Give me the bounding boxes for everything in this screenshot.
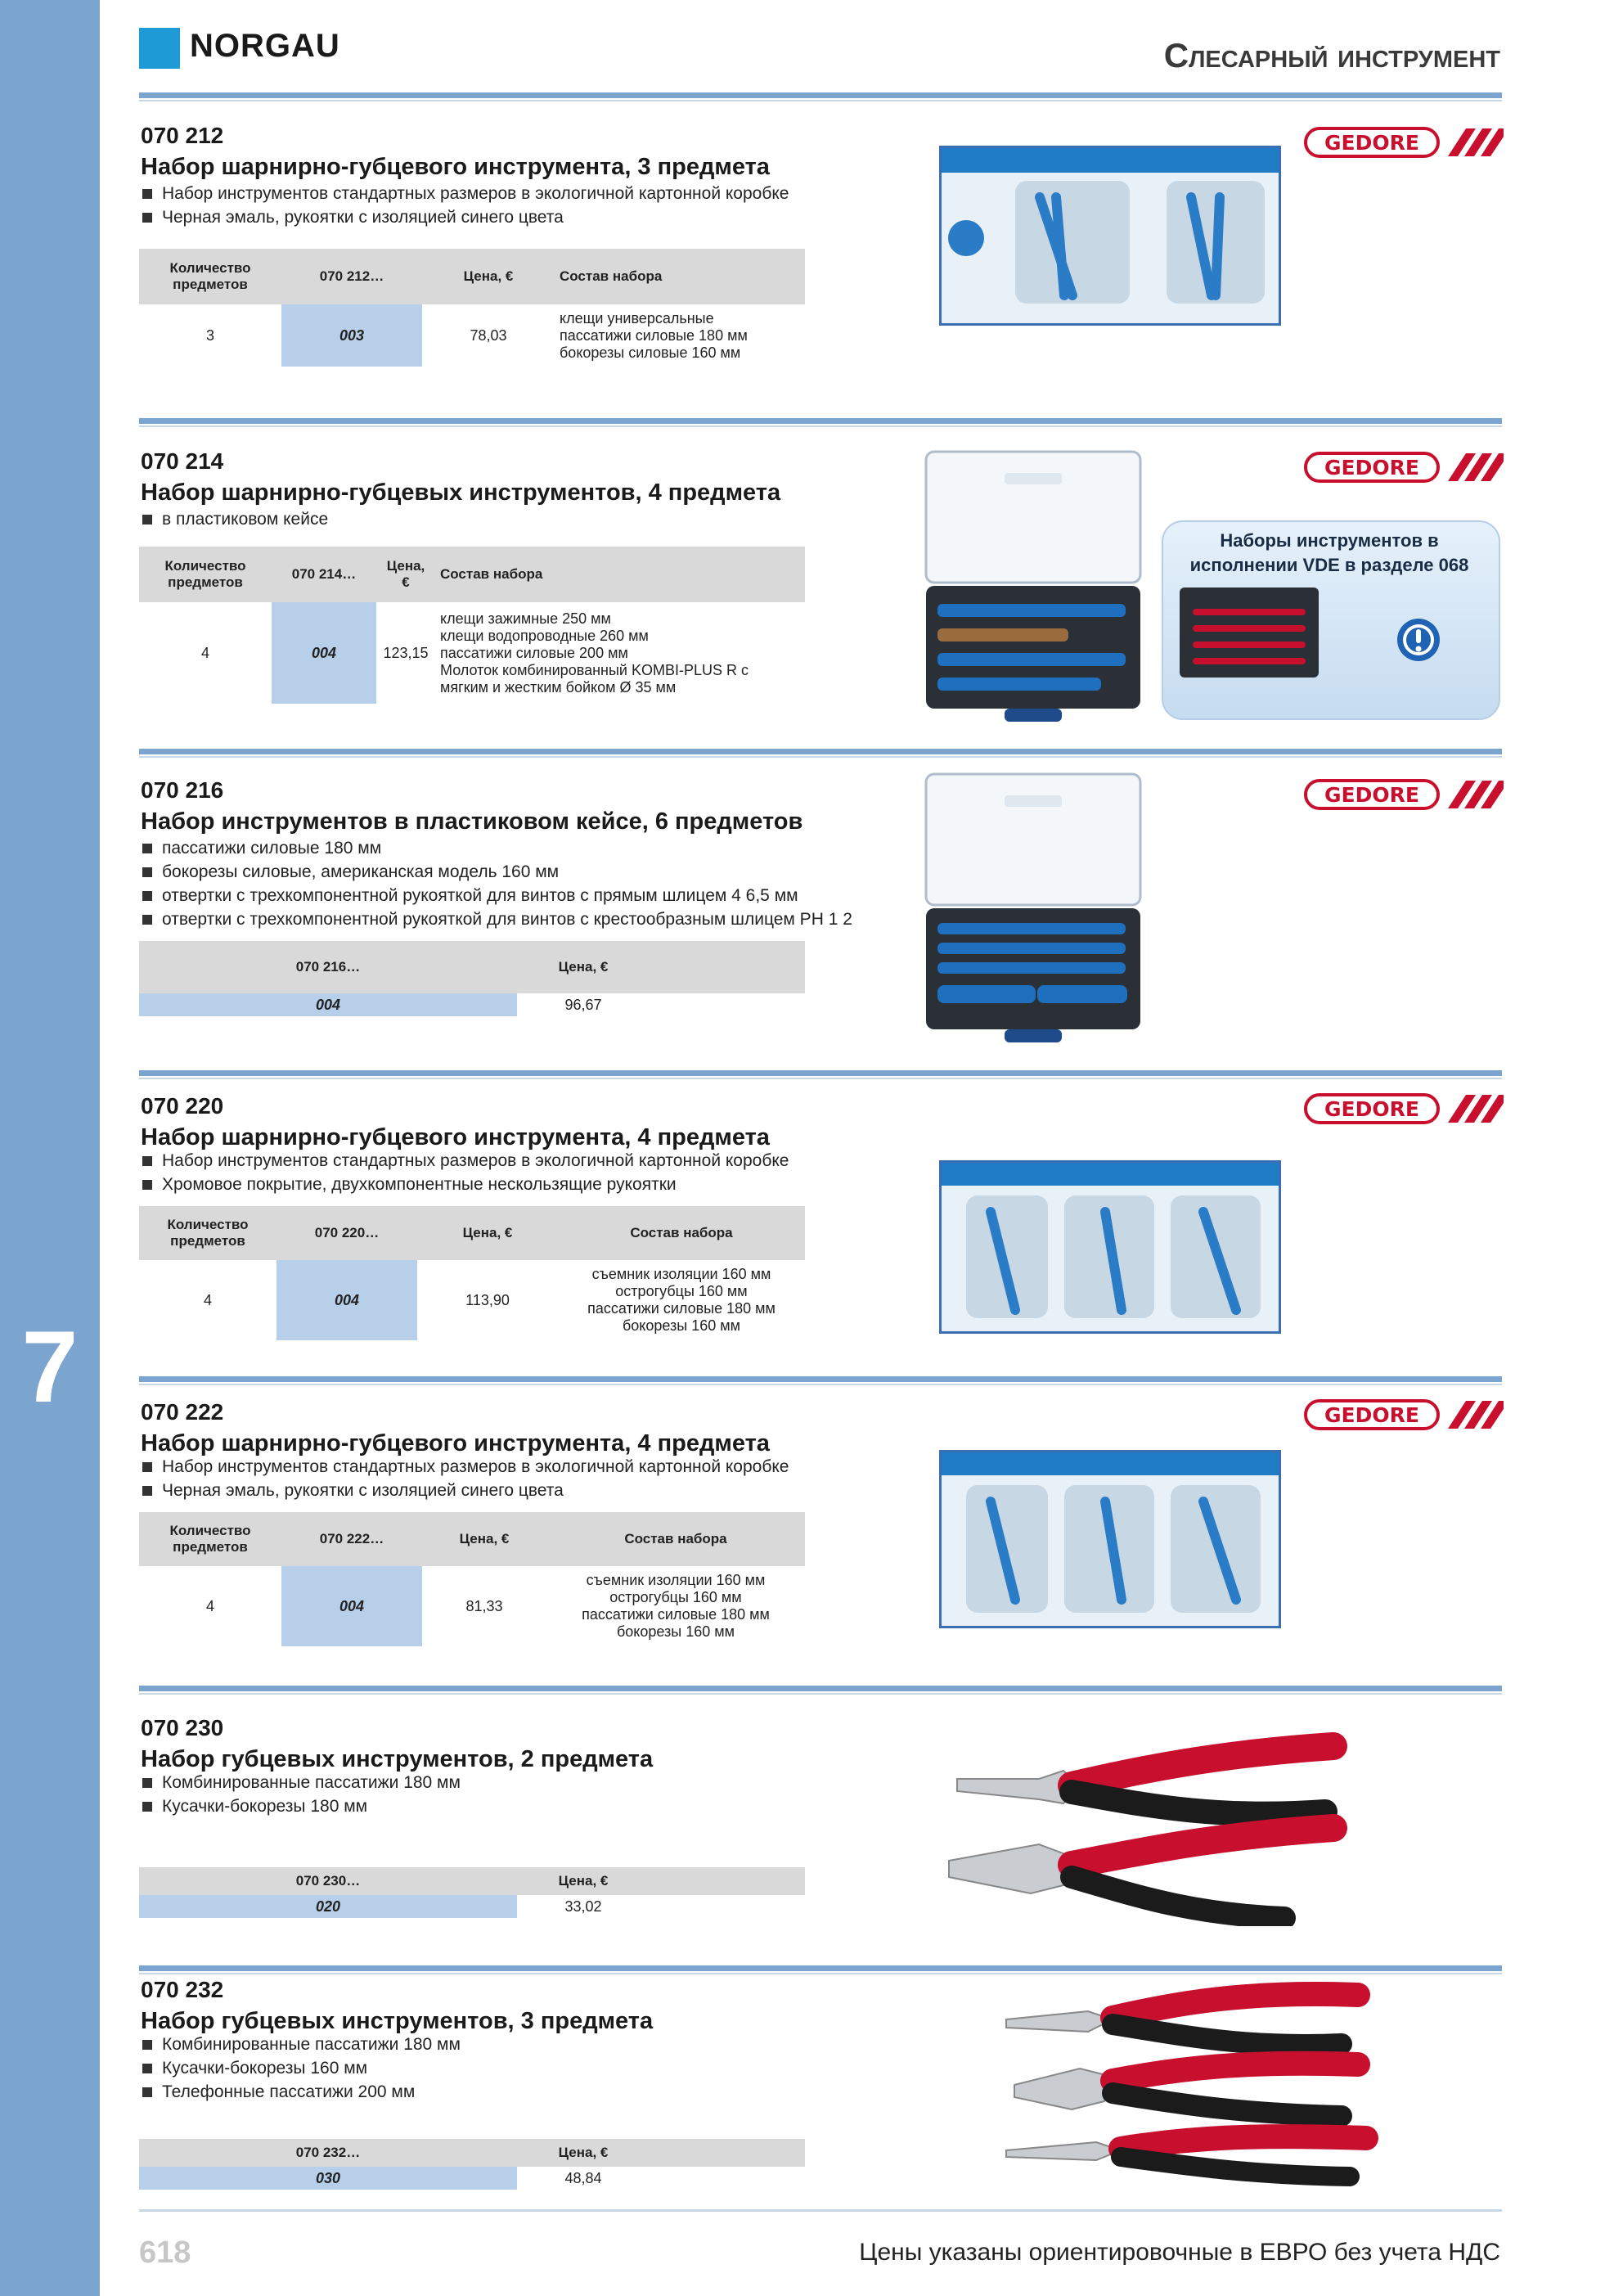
spec-table [139,941,805,1016]
spec-table [139,1867,805,1918]
section-separator [139,1070,1502,1076]
feature-item: Черная эмаль, рукоятки с изоляцией синего цвета [141,205,789,229]
contents-line: острогубцы 160 мм [615,1283,748,1299]
col-header-article: 070 232… [139,2139,517,2167]
col-header-price: Цена, € [517,2139,650,2167]
article-cell: 004 [276,1260,417,1340]
contents-line: бокорезы 160 мм [616,1623,735,1640]
product-features [141,507,328,531]
col-header-price: Цена, € [417,1206,558,1260]
feature-item: Комбинированные пассатижи 180 мм [141,1771,461,1794]
col-header-article: 070 220… [276,1206,417,1260]
vde-set-photo [1180,588,1319,678]
feature-item: Черная эмаль, рукоятки с изоляцией синего цвета [141,1479,789,1502]
contents-line: бокорезы силовые 160 мм [560,344,741,361]
spacer-cell [650,1895,805,1918]
price-cell: 33,02 [564,1898,602,1915]
qty-cell: 4 [203,1291,212,1308]
product-title: Набор шарнирно-губцевого инструмента, 4 предмета [141,1124,770,1150]
product-features [141,1771,461,1818]
section-separator [139,418,1502,424]
col-header-qty: Количество предметов [139,1206,276,1260]
gedore-logo [1304,1399,1504,1430]
feature-item: Кусачки-бокорезы 160 мм [141,2056,461,2080]
section-separator [139,1686,1502,1691]
spacer-cell [650,2167,805,2190]
col-header-contents: Состав набора [555,249,805,304]
page-number: 618 [139,2235,191,2270]
feature-item: в пластиковом кейсе [141,507,328,531]
feature-item: отвертки с трехкомпонентной рукояткой для винтов с прямым шлицем 4 6,5 мм [141,884,852,907]
pliers-set-photo [998,1970,1391,2191]
qty-cell: 4 [200,644,209,661]
contents-cell [546,1566,805,1646]
gedore-logo-text: GEDORE [1324,1097,1419,1121]
contents-line: Молоток комбинированный KOMBI-PLUS R с [440,661,749,678]
col-header-spacer [650,1867,805,1895]
chapter-sidebar [0,0,100,2296]
col-header-article: 070 222… [281,1512,422,1566]
col-header-spacer [650,2139,805,2167]
contents-line: бокорезы 160 мм [622,1317,740,1334]
product-title: Набор инструментов в пластиковом кейсе, 6 предметов [141,808,803,835]
product-features [141,1149,789,1196]
contents-cell [558,1260,805,1340]
gedore-logo [1304,452,1504,483]
contents-line: пассатижи силовые 180 мм [582,1606,770,1623]
product-code: 070 230 [141,1715,224,1740]
spec-table [139,1512,805,1646]
article-cell: 020 [139,1895,517,1918]
product-code: 070 220 [141,1093,224,1119]
product-photo-plastic-case [923,771,1144,1044]
product-features [141,836,852,931]
col-header-contents: Состав набора [558,1206,805,1260]
feature-item: Набор инструментов стандартных размеров в экологичной картонной коробке [141,182,789,205]
contents-line: клещи универсальные [560,309,714,326]
product-code: 070 222 [141,1399,224,1425]
contents-cell [435,602,805,704]
col-header-price: Цена, € [422,1512,546,1566]
product-title: Набор шарнирно-губцевого инструмента, 4 предмета [141,1430,770,1456]
col-header-spacer [650,941,805,993]
price-cell: 48,84 [564,2169,602,2186]
info-exclamation-icon [1396,617,1441,663]
product-code: 070 216 [141,777,224,803]
contents-line: острогубцы 160 мм [609,1589,742,1605]
product-title: Набор шарнирно-губцевых инструментов, 4 предмета [141,479,781,506]
spacer-cell [650,993,805,1016]
contents-line: клещи зажимные 250 мм [440,610,611,627]
qty-cell: 4 [205,1597,214,1614]
product-photo-plastic-case [923,448,1144,725]
product-photo-boxed-set [939,1160,1281,1334]
product-code: 070 214 [141,448,224,474]
feature-item: Телефонные пассатижи 200 мм [141,2080,461,2104]
chapter-number: 7 [21,1311,79,1424]
product-code: 070 212 [141,123,224,148]
col-header-article: 070 214… [272,547,376,602]
feature-item: Набор инструментов стандартных размеров в экологичной картонной коробке [141,1149,789,1173]
article-cell: 004 [281,1566,422,1646]
contents-line: пассатижи силовые 200 мм [440,644,628,661]
feature-item: Комбинированные пассатижи 180 мм [141,2033,461,2056]
article-cell: 003 [281,304,422,367]
feature-item: Хромовое покрытие, двухкомпонентные нескользящие рукоятки [141,1173,789,1196]
col-header-price: Цена, € [376,547,435,602]
footer-price-note: Цены указаны ориентировочные в ЕВРО без учета НДС [859,2239,1500,2266]
product-code: 070 232 [141,1977,224,2002]
footer-rule [139,2209,1502,2212]
gedore-logo-text: GEDORE [1324,456,1419,479]
contents-line: пассатижи силовые 180 мм [587,1300,776,1317]
price-cell: 78,03 [470,326,507,344]
article-cell: 004 [272,602,376,704]
section-separator [139,92,1502,98]
col-header-article: 070 216… [139,941,517,993]
col-header-article: 070 230… [139,1867,517,1895]
product-features [141,182,789,229]
col-header-price: Цена, € [517,941,650,993]
gedore-logo-text: GEDORE [1324,783,1419,807]
spec-table [139,547,805,704]
col-header-qty: Количество предметов [139,1512,281,1566]
col-header-article: 070 212… [281,249,422,304]
article-cell: 004 [139,993,517,1016]
gedore-logo [1304,127,1504,158]
spec-table [139,249,805,367]
col-header-contents: Состав набора [546,1512,805,1566]
brand-logo-square [139,28,180,69]
gedore-logo [1304,1093,1504,1124]
contents-line: клещи водопроводные 260 мм [440,627,649,644]
product-features [141,2033,461,2104]
feature-item: Набор инструментов стандартных размеров в экологичной картонной коробке [141,1455,789,1479]
product-title: Набор губцевых инструментов, 2 предмета [141,1746,654,1772]
spec-table [139,1206,805,1340]
col-header-price: Цена, € [422,249,555,304]
contents-line: съемник изоляции 160 мм [586,1572,766,1588]
contents-line: пассатижи силовые 180 мм [560,326,748,344]
gedore-logo [1304,779,1504,810]
pliers-pair-photo [941,1722,1350,1926]
feature-item: пассатижи силовые 180 мм [141,836,852,860]
section-title-text: Слесарный инструмент [1163,36,1500,74]
contents-cell [555,304,805,367]
price-cell: 113,90 [465,1291,510,1308]
price-cell: 81,33 [465,1597,503,1614]
gedore-logo-text: GEDORE [1324,1403,1419,1427]
section-separator [139,1376,1502,1382]
section-title [1164,36,1500,75]
product-photo-boxed-set [939,146,1281,326]
feature-item: отвертки с трехкомпонентной рукояткой для винтов с крестообразным шлицем PH 1 2 [141,907,852,931]
sidebar-gap [100,0,116,2296]
product-title: Набор губцевых инструментов, 3 предмета [141,2008,654,2034]
brand-name: NORGAU [190,28,340,64]
product-title: Набор шарнирно-губцевого инструмента, 3 предмета [141,154,770,180]
qty-cell: 3 [205,326,214,344]
feature-item: Кусачки-бокорезы 180 мм [141,1794,461,1818]
col-header-price: Цена, € [517,1867,650,1895]
spec-table [139,2139,805,2190]
col-header-qty: Количество предметов [139,547,272,602]
gedore-logo-text: GEDORE [1324,131,1419,155]
section-separator [139,749,1502,754]
price-cell: 96,67 [564,996,602,1013]
col-header-qty: Количество предметов [139,249,281,304]
feature-item: бокорезы силовые, американская модель 160 мм [141,860,852,884]
price-cell: 123,15 [383,644,429,661]
article-cell: 030 [139,2167,517,2190]
contents-line: съемник изоляции 160 мм [591,1266,771,1282]
contents-line: мягким и жестким бойком Ø 35 мм [440,678,677,696]
product-features [141,1455,789,1502]
product-photo-boxed-set [939,1450,1281,1628]
col-header-contents: Состав набора [435,547,805,602]
vde-note-text: Наборы инструментов в исполнении VDE в разделе 068 [1189,530,1469,575]
